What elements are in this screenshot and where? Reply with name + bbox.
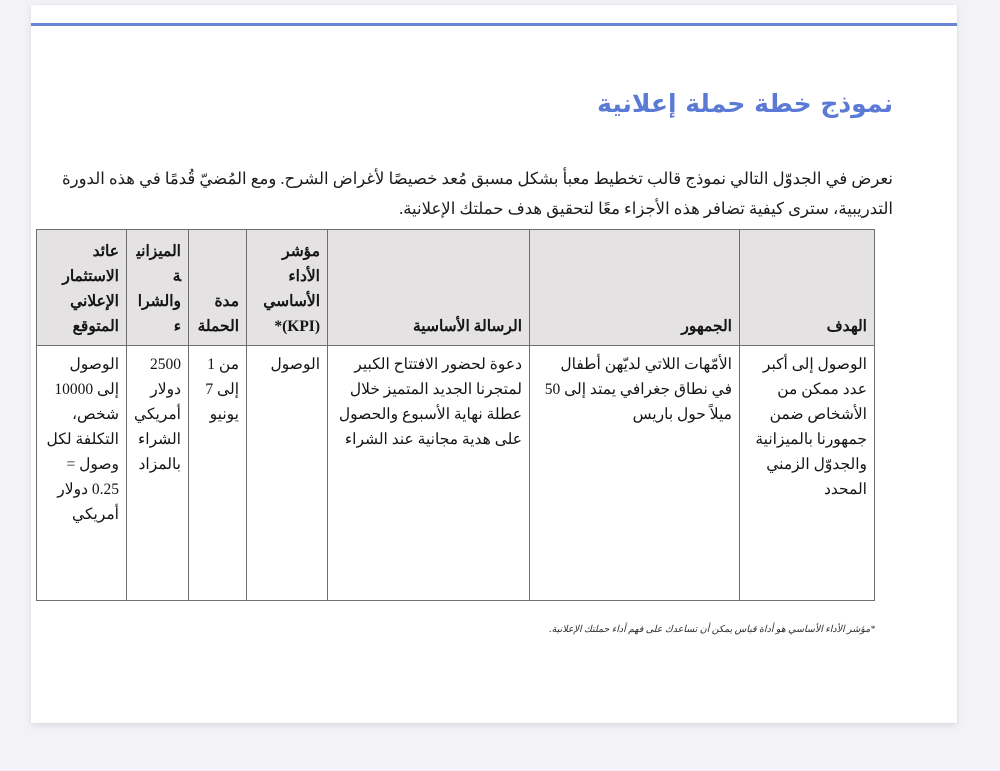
intro-paragraph: نعرض في الجدوّل التالي نموذج قالب تخطيط معبأ بشكل مسبق مُعد خصيصًا لأغراض الشرح. ومع المُضيّ قُدمًا في هذه الدورة التدريبية، سترى كيفية تضافر هذه الأجزاء معًا لتحقيق هدف حملتك الإعلانية. [61,168,893,218]
column-header-kpi: مؤشر الأداء الأساسي (KPI)* [247,230,328,346]
page-title: نموذج خطة حملة إعلانية [597,88,893,118]
cell-kpi: الوصول [247,346,328,601]
cell-duration: من 1 إلى 7 يونيو [189,346,247,601]
table-row [37,346,875,601]
column-header-message: الرسالة الأساسية [328,230,530,346]
document-page [31,5,957,723]
campaign-plan-table-container [37,229,875,601]
cell-message: دعوة لحضور الافتتاح الكبير لمتجرنا الجديد المتميز خلال عطلة نهاية الأسبوع والحصول على هدية مجانية عند الشراء [328,346,530,601]
kpi-footnote: *مؤشر الأداء الأساسي هو أداة قياس يمكن أن تساعدك على فهم أداء حملتك الإعلانية. [549,625,875,635]
column-header-audience: الجمهور [530,230,740,346]
column-header-duration: مدة الحملة [189,230,247,346]
cell-goal: الوصول إلى أكبر عدد ممكن من الأشخاص ضمن جمهورنا بالميزانية والجدوّل الزمني المحدد [740,346,875,601]
column-header-roi: عائد الاستثمار الإعلاني المتوقع [37,230,127,346]
table-header [37,230,875,346]
column-header-goal: الهدف [740,230,875,346]
cell-budget: 2500 دولار أمريكي الشراء بالمزاد [127,346,189,601]
top-accent-bar [31,23,957,26]
cell-audience: الأمّهات اللاتي لديّهن أطفال في نطاق جغرافي يمتد إلى 50 ميلاً حول باريس [530,346,740,601]
table-header-row [37,230,875,346]
campaign-plan-table [36,229,875,601]
cell-roi: الوصول إلى 10000 شخص، التكلفة لكل وصول = 0.25 دولار أمريكي [37,346,127,601]
column-header-budget: الميزانية والشراء [127,230,189,346]
table-body [37,346,875,601]
